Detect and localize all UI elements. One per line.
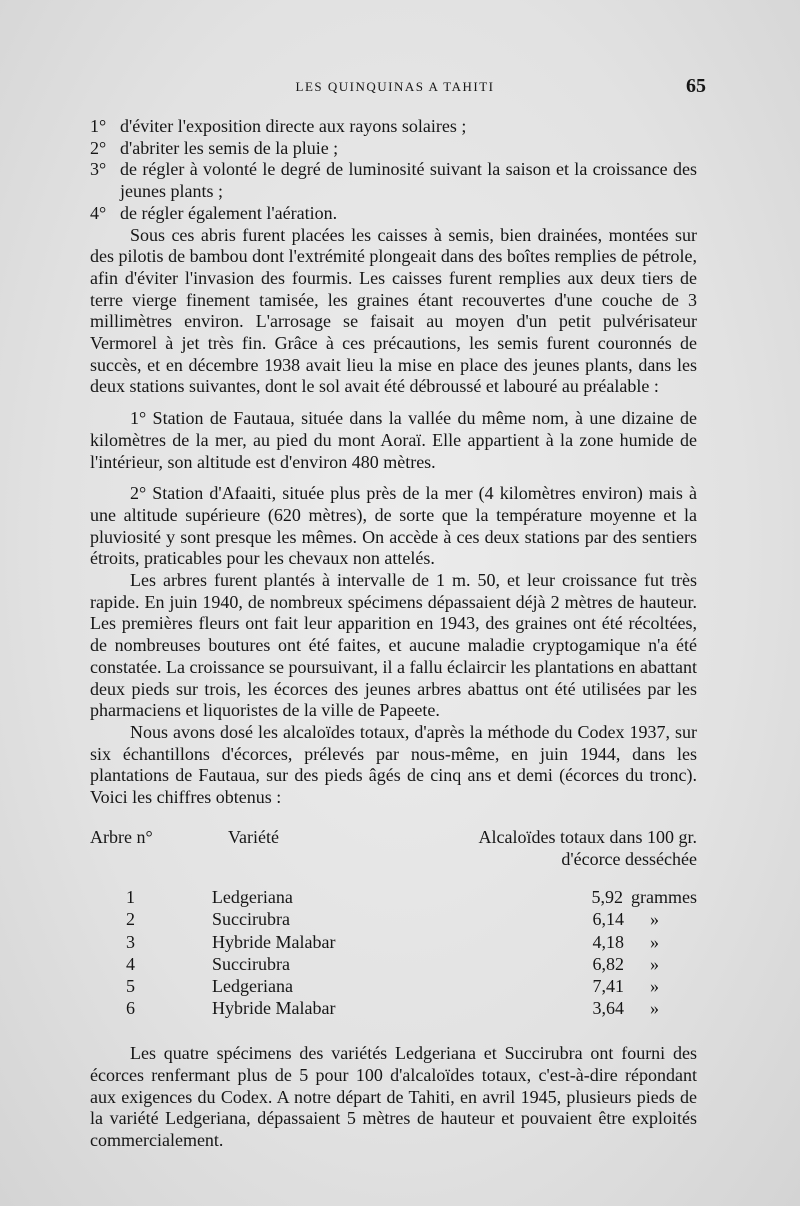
table-row bbox=[90, 997, 697, 1019]
header-arbre: Arbre n° bbox=[90, 826, 153, 847]
list-item bbox=[90, 138, 697, 160]
list-text: de régler à volonté le degré de luminosité suivant la saison et la croissance des jeunes plants ; bbox=[120, 159, 697, 202]
running-title: LES QUINQUINAS A TAHITI bbox=[295, 79, 495, 94]
list-number: 4° bbox=[90, 202, 107, 223]
cell-unit: grammes bbox=[631, 887, 697, 908]
paragraph-station-afaaiti: 2° Station d'Afaaiti, située plus près de la mer (4 kilomètres environ) mais à une altitude supérieure (620 mètres), de sorte que la température moyenne et la pluviosité y sont presque les mêmes. On accède à ces deux stations par des sentiers étroits, praticables pour les chevaux non attelés. bbox=[90, 483, 697, 569]
cell-arbre: 6 bbox=[126, 998, 135, 1019]
list-number: 2° bbox=[90, 137, 107, 158]
paragraph-abris: Sous ces abris furent placées les caisses à semis, bien drainées, montées sur des pilotis de bambou dont l'extrémité plongeait dans des boîtes remplies de pétrole, afin d'éviter l'invasion des fourmis. Les caisses furent remplies aux deux tiers de terre vierge finement tamisée, les graines étant recouvertes d'une couche de 3 millimètres environ. L'arrosage se faisait au moyen d'un petit pulvérisateur Vermorel à jet très fin. Grâce à ces précautions, les semis furent couronnés de succès, et en décembre 1938 avait lieu la mise en place des jeunes plants, dans les deux stations suivantes, dont le sol avait été débroussé et labouré au préalable : bbox=[90, 224, 697, 397]
paragraph-conclusion: Les quatre spécimens des variétés Ledgeriana et Succirubra ont fourni des écorces renfermant plus de 5 pour 100 d'alcaloïdes totaux, c'est-à-dire répondant aux exigences du Codex. A notre départ de Tahiti, en avril 1945, plusieurs pieds de la variété Ledgeriana, dépassaient 5 mètres de hauteur et pouvaient être exploités commercialement. bbox=[90, 1043, 697, 1151]
header-alcaloides-line2: d'écorce desséchée bbox=[561, 848, 697, 869]
cell-unit: » bbox=[650, 953, 659, 974]
header-alcaloides-line1: Alcaloïdes totaux dans 100 gr. bbox=[478, 826, 697, 847]
table-row bbox=[90, 908, 697, 930]
cell-variete: Hybride Malabar bbox=[212, 931, 336, 952]
cell-value: 7,41 bbox=[592, 975, 624, 996]
cell-variete: Hybride Malabar bbox=[212, 998, 336, 1019]
paragraph-dosage: Nous avons dosé les alcaloïdes totaux, d'après la méthode du Codex 1937, sur six échantillons d'écorces, prélevés par nous-même, en juin 1944, dans les plantations de Fautaua, sur des pieds âgés de cinq ans et demi (écorces du tronc). Voici les chiffres obtenus : bbox=[90, 721, 697, 808]
list-number: 3° bbox=[90, 159, 107, 180]
alcaloides-table bbox=[90, 827, 697, 1020]
list-item bbox=[90, 203, 697, 225]
cell-value: 6,82 bbox=[592, 953, 624, 974]
table-row bbox=[90, 886, 697, 908]
cell-variete: Succirubra bbox=[212, 909, 290, 930]
cell-variete: Succirubra bbox=[212, 953, 290, 974]
list-text: de régler également l'aération. bbox=[120, 202, 338, 223]
cell-value: 5,92 bbox=[591, 887, 623, 908]
cell-variete: Ledgeriana bbox=[212, 975, 293, 996]
cell-variete: Ledgeriana bbox=[211, 887, 293, 908]
header-variete: Variété bbox=[228, 826, 279, 847]
paragraph-station-fautaua: 1° Station de Fautaua, située dans la vallée du même nom, à une dizaine de kilomètres de la mer, au pied du mont Aoraï. Elle appartient à la zone humide de l'intérieur, son altitude est d'environ 480 mètres. bbox=[90, 408, 697, 472]
paragraph-croissance: Les arbres furent plantés à intervalle de 1 m. 50, et leur croissance fut très rapide. En juin 1940, de nombreux spécimens dépassaient déjà 2 mètres de hauteur. Les premières fleurs ont fait leur apparition en 1943, des graines ont été récoltées, de nombreuses boutures ont été faites, et aucune maladie cryptogamique n'a été constatée. La croissance se poursuivant, il a fallu éclaircir les plantations en abattant deux pieds sur trois, les écorces des jeunes arbres abattus ont été utilisées par les pharmaciens et liquoristes de la ville de Papeete. bbox=[90, 570, 697, 721]
table-row bbox=[90, 931, 697, 953]
cell-arbre: 2 bbox=[126, 909, 135, 930]
cell-arbre: 5 bbox=[126, 975, 135, 996]
list-item bbox=[90, 116, 697, 138]
table-row bbox=[90, 975, 697, 997]
cell-unit: » bbox=[650, 909, 659, 930]
table-header bbox=[90, 827, 697, 870]
cell-arbre: 3 bbox=[126, 931, 135, 952]
list-item bbox=[90, 159, 697, 202]
page-header bbox=[90, 75, 706, 99]
cell-value: 6,14 bbox=[592, 909, 624, 930]
header-alcaloides bbox=[418, 827, 697, 870]
cell-value: 4,18 bbox=[592, 931, 624, 952]
cell-unit: » bbox=[650, 998, 659, 1019]
list-text: d'abriter les semis de la pluie ; bbox=[120, 137, 339, 158]
body-text bbox=[90, 116, 697, 1152]
page-number: 65 bbox=[686, 75, 706, 97]
list-number: 1° bbox=[90, 116, 107, 136]
cell-unit: » bbox=[650, 975, 659, 996]
list-text: d'éviter l'exposition directe aux rayons solaires ; bbox=[120, 116, 467, 136]
cell-arbre: 1 bbox=[126, 887, 135, 908]
cell-value: 3,64 bbox=[592, 998, 624, 1019]
table-row bbox=[90, 953, 697, 975]
cell-unit: » bbox=[650, 931, 659, 952]
cell-arbre: 4 bbox=[126, 953, 135, 974]
